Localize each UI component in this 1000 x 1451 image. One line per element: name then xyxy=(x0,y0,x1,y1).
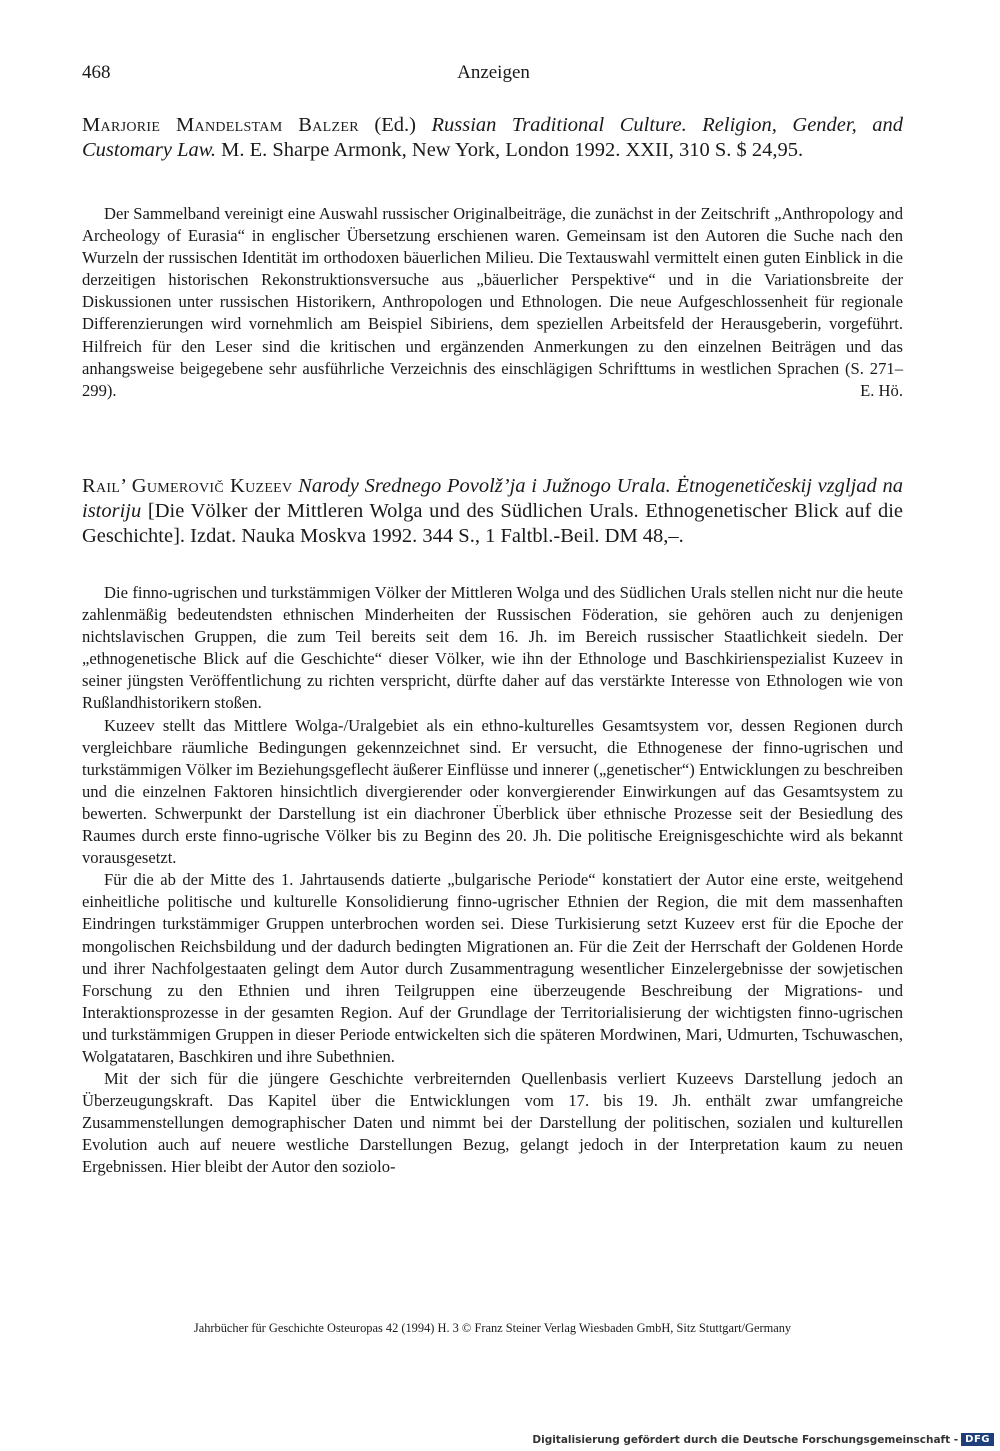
review1-title: Russian Traditional Culture. Religion, Gender, and Customary Law. xyxy=(82,114,903,161)
footer-citation: Jahrbücher für Geschichte Osteuropas 42 (1994) H. 3 © Franz Steiner Verlag Wiesbaden GmbH, Sitz Stuttgart/Germany xyxy=(193,1321,792,1335)
review2-paragraph-1: Die finno-ugrischen und turkstämmigen Völker der Mittleren Wolga und des Südlichen Urals stellen nicht nur die heute zahlenmäßig bedeutendsten ethnischen Minderheiten der Russischen Föderation, sie gehören auch zu denjenigen nichtslavischen Gruppen, die zum Teil bereits seit dem 16. Jh. im Bereich russischer Staatlichkeit siedeln. Der „ethnogenetische Blick auf die Geschichte“ dieser Völker, wie ihn der Ethnologe und Baschkirienspezialist Kuzeev in seiner jüngsten Veröffentlichung zu richten verspricht, dürfte daher auf das verstärkte Interesse von Ethnologen wie von Rußlandhistorikern stoßen. xyxy=(82,583,903,713)
review2-paragraph-2: Kuzeev stellt das Mittlere Wolga-/Uralgebiet als ein ethno-kulturelles Gesamtsystem vor, dessen Regionen durch vergleichbare räumliche Bedingungen gekennzeichnet sind. Er versucht, die Ethnogenese der finno-ugrischen und turkstämmigen Völker im Beziehungsgeflecht äußerer Einflüsse und innerer („genetischer“) Entwicklungen zu beschreiben und die einzelnen Faktoren hinsichtlich divergierender oder konvergierender Einwirkungen auf das Gesamtsystem zu bewerten. Schwerpunkt der Darstellung ist ein diachroner Überblick über ethnische Prozesse seit der Besiedlung des Raumes durch erste finno-ugrische Völker bis zu Beginn des 20. Jh. Die politische Ereignisgeschichte wird als bekannt vorausgesetzt. xyxy=(82,715,903,868)
dfg-watermark xyxy=(532,1433,994,1446)
page-header xyxy=(82,62,905,88)
dfg-watermark-text: Digitalisierung gefördert durch die Deutsche Forschungsgemeinschaft - xyxy=(532,1433,959,1446)
review2-paragraph-3: Für die ab der Mitte des 1. Jahrtausends datierte „bulgarische Periode“ konstatiert der Autor eine erste, weitgehend einheitliche politische und kulturelle Konsolidierung finno-ugrischer Ethnien der Region, die mit dem massenhaften Eindringen turkstämmiger Gruppen unterbrochen worden sei. Diese Turkisierung setzt Kuzeev erst für die Epoche der mongolischen Reichsbildung und der dadurch bedingten Migrationen an. Für die Zeit der Herrschaft der Goldenen Horde und ihrer Nachfolgestaaten gelingt dem Autor durch Zusammentragung wesentlicher Einzelergebnisse der sowjetischen Forschung zu den Ethnien und ihren Teilgruppen eine überzeugende Beschreibung der Migrations- und Interaktionsprozesse in der gesamten Region. Auf der Grundlage der Territorialisierung der wichtigsten finno-ugrischen und turkstämmigen Gruppen in dieser Periode entwickelten sich die späteren Mordwinen, Mari, Udmurten, Tschuwaschen, Wolgatataren, Baschkiren und ihre Subethnien. xyxy=(82,870,903,1066)
review2-title: Narody Srednego Povolž’ja i Južnogo Urala. Ėtnogenetičeskij vzgljad na istoriju xyxy=(82,475,903,522)
review1-signature: E. Hö. xyxy=(860,380,903,400)
review1-editor-note: (Ed.) xyxy=(374,114,416,136)
review2-body xyxy=(82,582,903,1179)
review2-publication: [Die Völker der Mittleren Wolga und des Südlichen Urals. Ethnogenetischer Blick auf die Geschichte]. Izdat. Nauka Moskva 1992. 344 S., 1 Faltbl.-Beil. DM 48,–. xyxy=(82,500,904,547)
dfg-logo: DFG xyxy=(961,1433,994,1446)
review2-heading xyxy=(82,474,903,549)
review1-heading xyxy=(82,113,903,163)
review1-paragraph xyxy=(82,203,903,402)
review1-body xyxy=(82,203,903,402)
running-title: Anzeigen xyxy=(457,62,530,83)
review1-author: Marjorie Mandelstam Balzer xyxy=(82,114,359,136)
review1-text: Der Sammelband vereinigt eine Auswahl russischer Originalbeiträge, die zunächst in der Zeitschrift „Anthropology and Archeology of Eurasia“ in englischer Übersetzung erschienen waren. Gemeinsam ist den Autoren die Suche nach den Wurzeln der russischen Identität im orthodoxen bäuerlichen Milieu. Die Textauswahl vermittelt einen guten Einblick in die derzeitigen historischen Rekonstruktionsversuche aus „bäuerlicher Perspektive“ und in die Variationsbreite der Diskussionen unter russischen Historikern, Anthropologen und Ethnologen. Die neue Aufgeschlossenheit für regionale Differenzierungen wird vornehmlich am Beispiel Sibiriens, dem speziellen Arbeitsfeld der Herausgeberin, vorgeführt. Hilfreich für den Leser sind die kritischen und ergänzenden Anmerkungen zu den einzelnen Beiträgen und das anhangsweise beigegebene sehr ausführliche Verzeichnis des einschlägigen Schrifttums in westlichen Sprachen (S. 271–299). xyxy=(82,204,903,400)
review1-publication: M. E. Sharpe Armonk, New York, London 1992. XXII, 310 S. $ 24,95. xyxy=(221,139,804,161)
review2-paragraph-4: Mit der sich für die jüngere Geschichte verbreiternden Quellenbasis verliert Kuzeevs Darstellung jedoch an Überzeugungskraft. Das Kapitel über die Entwicklungen vom 17. bis 19. Jh. enthält zwar umfangreiche Zusammenstellungen demographischer Daten und nimmt bei der Darstellung der politischen, sozialen und kulturellen Evolution auch auf neuere westliche Darstellungen Bezug, gelangt jedoch in der Interpretation kaum zu neuen Ergebnissen. Hier bleibt der Autor den soziolo- xyxy=(82,1069,903,1177)
page-number: 468 xyxy=(82,62,111,83)
review2-author: Rail’ Gumerovič Kuzeev xyxy=(82,475,293,497)
